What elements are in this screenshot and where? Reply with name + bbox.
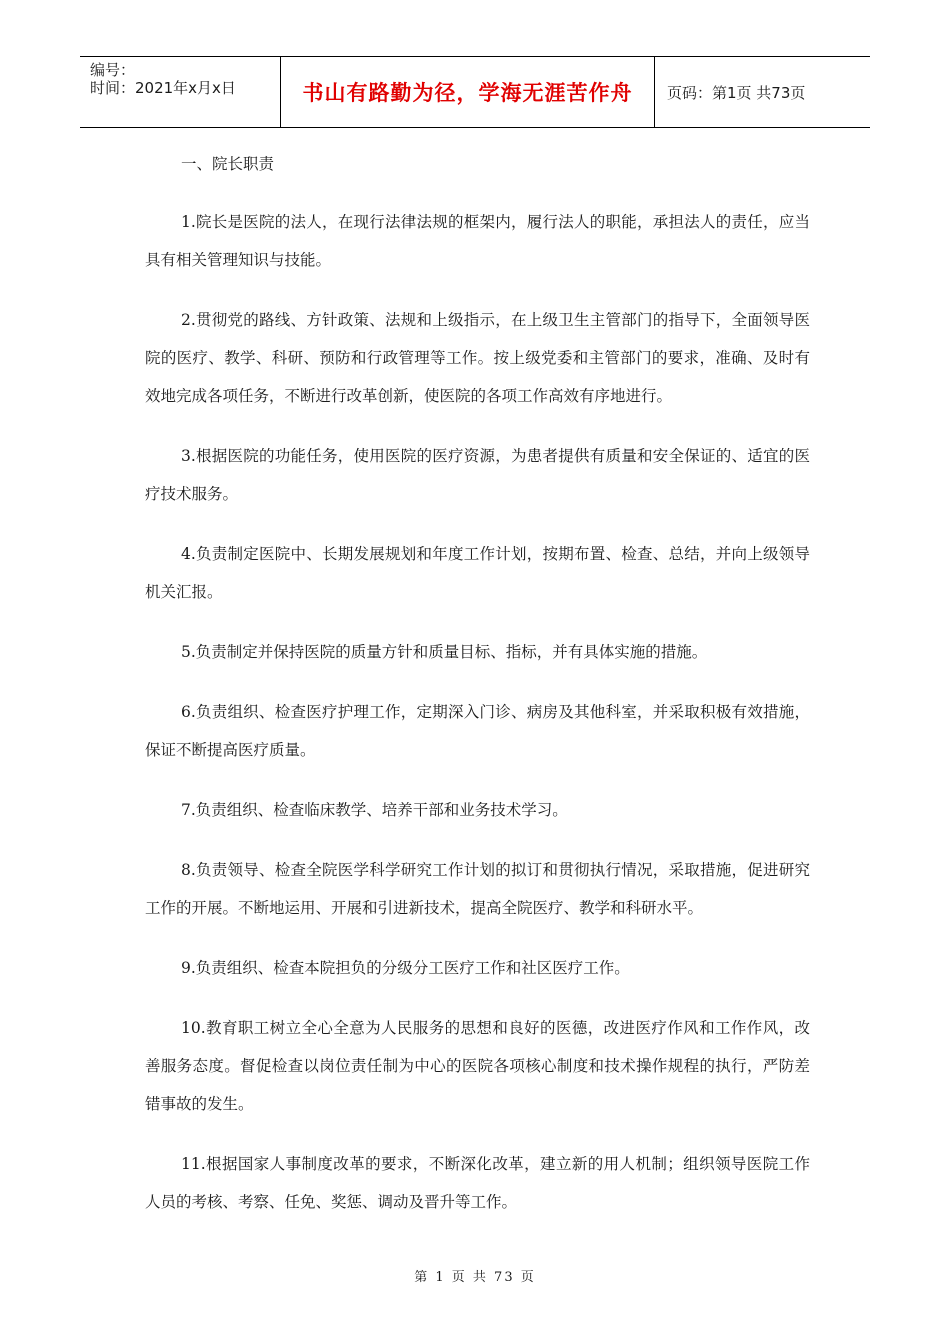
paragraph-10: 10.教育职工树立全心全意为人民服务的思想和良好的医德，改进医疗作风和工作作风，改善服务态度。督促检查以岗位责任制为中心的医院各项核心制度和技术操作规程的执行，严防差错事故的发生。 — [145, 1019, 810, 1113]
document-body — [145, 145, 810, 1243]
paragraph-4: 4.负责制定医院中、长期发展规划和年度工作计划，按期布置、检查、总结，并向上级领导机关汇报。 — [145, 545, 810, 601]
paragraph-6: 6.负责组织、检查医疗护理工作，定期深入门诊、病房及其他科室，并采取积极有效措施，保证不断提高医疗质量。 — [145, 703, 810, 759]
paragraph-2: 2.贯彻党的路线、方针政策、法规和上级指示，在上级卫生主管部门的指导下，全面领导医院的医疗、教学、科研、预防和行政管理等工作。按上级党委和主管部门的要求，准确、及时有效地完成各项任务，不断进行改革创新，使医院的各项工作高效有序地进行。 — [145, 311, 810, 405]
time-label: 时间：2021年x月x日 — [90, 79, 236, 97]
paragraph-3: 3.根据医院的功能任务，使用医院的医疗资源，为患者提供有质量和安全保证的、适宜的医疗技术服务。 — [145, 447, 810, 503]
document-header — [80, 56, 870, 128]
section-heading: 一、院长职责 — [181, 155, 275, 173]
header-page-cell — [655, 57, 870, 127]
motto-text: 书山有路勤为径，学海无涯苦作舟 — [302, 81, 633, 105]
header-motto-cell — [281, 57, 655, 127]
paragraph-1: 1.院长是医院的法人，在现行法律法规的框架内，履行法人的职能，承担法人的责任，应当具有相关管理知识与技能。 — [145, 213, 810, 269]
page-footer — [0, 1266, 950, 1285]
paragraph-5: 5.负责制定并保持医院的质量方针和质量目标、指标，并有具体实施的措施。 — [181, 643, 708, 661]
number-label: 编号： — [90, 61, 136, 79]
paragraph-7: 7.负责组织、检查临床教学、培养干部和业务技术学习。 — [181, 801, 568, 819]
footer-page-number: 第 1 页 共 73 页 — [414, 1270, 536, 1285]
page-label: 页码：第1页 共73页 — [667, 83, 806, 102]
header-meta — [80, 57, 281, 127]
paragraph-9: 9.负责组织、检查本院担负的分级分工医疗工作和社区医疗工作。 — [181, 959, 630, 977]
paragraph-8: 8.负责领导、检查全院医学科学研究工作计划的拟订和贯彻执行情况，采取措施，促进研究工作的开展。不断地运用、开展和引进新技术，提高全院医疗、教学和科研水平。 — [145, 861, 810, 917]
paragraph-11: 11.根据国家人事制度改革的要求，不断深化改革，建立新的用人机制；组织领导医院工作人员的考核、考察、任免、奖惩、调动及晋升等工作。 — [145, 1155, 810, 1211]
